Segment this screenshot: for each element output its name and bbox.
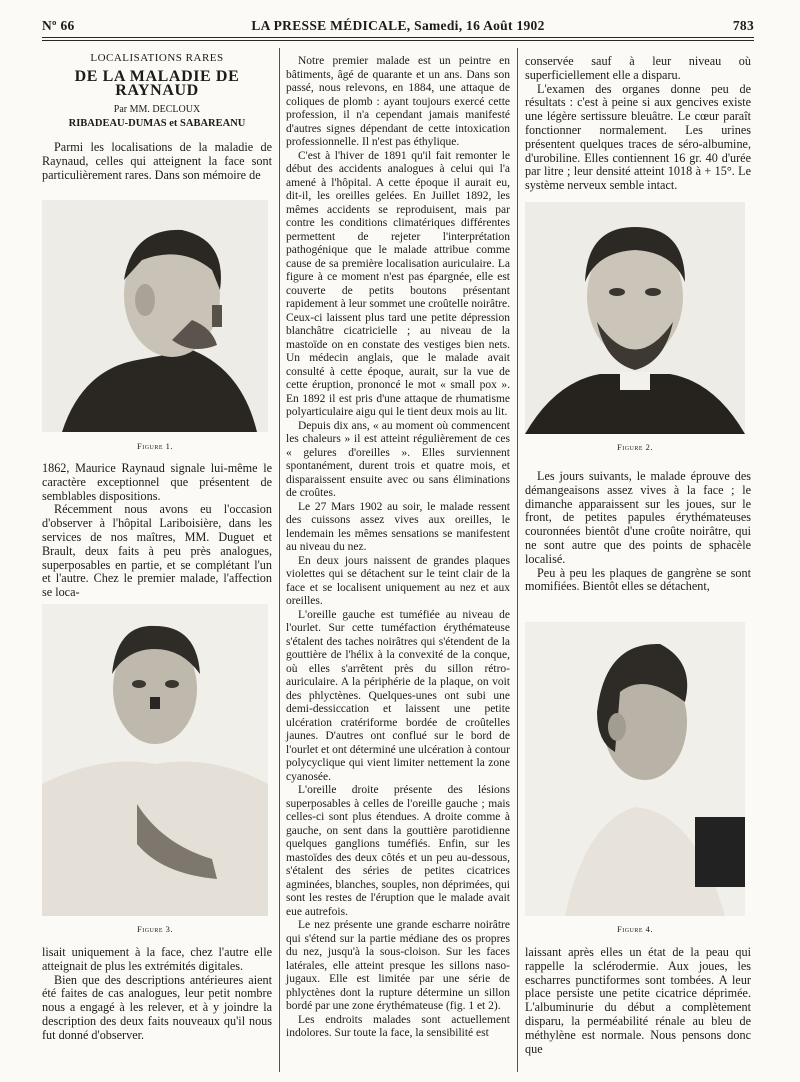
column-3-bottom	[525, 946, 751, 1056]
paragraph: lisait uniquement à la face, chez l'autre elle atteignait de plus les extrémités digitales.	[42, 945, 272, 973]
article-byline: Par MM. DECLOUX	[113, 104, 201, 116]
column-3-top	[525, 55, 751, 193]
paragraph: L'oreille gauche est tuméfiée au niveau de l'ourlet. Sur cette tuméfaction érythémateuse s'étalent des taches noirâtres qui s'étendent de la gouttière de l'hélix à la convexité de la conque, où elles s'arrêtent près du sillon rétro-auriculaire. A la périphérie de la plaque, on voit des phlyctènes. Quelques-unes ont subi une demi-dessiccation et laissent une petite ulcération cratériforme bordée de croûtelles jaunes. D'autres ont conflué sur le bord de l'ourlet et ont déterminé une ulcération à contour polycyclique qui vient limiter nettement la zone cyanosée.	[286, 608, 511, 783]
paragraph: Récemment nous avons eu l'occasion d'observer à l'hôpital Lariboisière, dans les services de nos maîtres, MM. Duguet et Brault, deux faits à peu près analogues, superposables en partie, et se complétant l'un et l'autre. Chez le premier malade, l'affection se loca-	[42, 502, 272, 600]
column-divider-2	[517, 48, 518, 1072]
issue-number: Nº 66	[42, 18, 75, 33]
page-header	[42, 16, 754, 38]
paragraph: Les endroits malades sont actuellement indolores. Sur toute la face, la sensibilité est	[286, 1013, 510, 1039]
article-heading	[42, 52, 272, 182]
paragraph: L'examen des organes donne peu de résultats : c'est à peine si aux gencives existe une légère sertissure bleuâtre. Le cœur paraît fonctionner normalement. Les urines présentent quelques traces de séro-albumine, d'urobiline. Elles contiennent 16 gr. 40 d'urée par litre ; leur densité atteint 1018 à + 15°. Le système nerveux semble intact.	[525, 81, 751, 193]
paragraph: Le 27 Mars 1902 au soir, le malade ressent des cuissons assez vives aux oreilles, le lendemain les mêmes sensations se manifestent au niveau du nez.	[286, 500, 510, 553]
journal-name: LA PRESSE MÉDICALE,	[251, 18, 411, 33]
article-authors: RIBADEAU-DUMAS et SABAREANU	[68, 118, 246, 130]
figure-3-photo	[42, 604, 268, 916]
column-1-middle	[42, 462, 272, 600]
paragraph: Les jours suivants, le malade éprouve des démangeaisons assez vives à la face ; le dimanche apparaissent sur les joues, sur le front, de petites papules érythémateuses couronnées bientôt d'une croûte noirâtre, qui ne sont autre que des points de sphacèle localisé.	[525, 469, 751, 566]
article-kicker: LOCALISATIONS RARES	[90, 52, 224, 64]
paragraph: Le nez présente une grande escharre noirâtre qui s'étend sur la partie médiane des os propres du nez, jusqu'à la sous-cloison. Sur les faces latérales, elle atteint presque les sillons naso-jugaux. Elle est limitée par une série de phlyctènes dont la rupture détermine un sillon bordé par une zone érythémateuse (fig. 1 et 2).	[286, 919, 510, 1012]
figure-1-caption: Figure 1.	[136, 441, 174, 451]
figure-2-photo	[525, 202, 745, 434]
paragraph: Depuis dix ans, « au moment où commencent les chaleurs » il est atteint régulièrement de ces « gelures d'oreilles ». Elles surviennent spontanément, durent trois et quatre mois, et disparaissent ensuite avec ou sans éliminations de croûtes.	[286, 419, 510, 499]
column-2	[286, 55, 510, 1041]
paragraph: Bien que des descriptions antérieures aient été faites de cas analogues, leur petit nombre nous a engagé à les relever, et à y joindre la description des deux faits nouveaux qu'il nous fut donné d'observer.	[42, 972, 272, 1042]
article-title: DE LA MALADIE DE RAYNAUD	[74, 67, 240, 99]
figure-4-photo	[525, 622, 745, 916]
page-number: 783	[732, 18, 754, 33]
paragraph: Peu à peu les plaques de gangrène se sont momifiées. Bientôt elles se détachent,	[525, 565, 751, 594]
paragraph: 1862, Maurice Raynaud signale lui-même le caractère exceptionnel que présentent de semblables dispositions.	[42, 461, 272, 503]
paragraph: En deux jours naissent de grandes plaques violettes qui se détachent sur le teint clair de la face et se localisent uniquement au nez et aux oreilles.	[286, 554, 510, 607]
journal-title	[42, 18, 754, 34]
header-rule-thin	[42, 40, 754, 41]
column-1-bottom	[42, 946, 272, 1043]
figure-1-photo	[42, 200, 268, 432]
paragraph: conservée sauf à leur niveau où superficiellement elle a disparu.	[525, 54, 751, 82]
figure-3-caption: Figure 3.	[136, 924, 174, 934]
paragraph: laissant après elles un état de la peau qui rappelle la sclérodermie. Aux joues, les escharres punctiformes sont tombées. A leur place persiste une petite cicatrice déprimée. L'albuminurie du début a complètement disparu, la perméabilité rénale au bleu de méthylène est normale. Nous pensons donc que	[525, 945, 751, 1056]
paragraph: L'oreille droite présente des lésions superposables à celles de l'oreille gauche ; mais celles-ci sont plus étendues. A droite comme à gauche, on sent dans la gouttière parotidienne quelques ganglions tuméfiés. Enfin, sur les mastoïdes des deux côtés et un peu au-dessous, s'étalent des séries de petites cicatrices agminées, blanches, souples, non déprimées, qui sont les restes de l'éruption que le malade avait eue autrefois.	[286, 784, 510, 918]
header-rule	[42, 37, 754, 38]
paragraph: Notre premier malade est un peintre en bâtiments, âgé de quarante et un ans. Dans son passé, nous relevons, en 1884, une attaque de coliques de plomb : ayant toujours exercé cette profession, il n'a cependant jamais manifesté d'autres signes dépendant de cette intoxication professionnelle. Il n'est pas éthylique.	[286, 55, 510, 148]
figure-4-caption: Figure 4.	[616, 924, 654, 934]
paragraph: Parmi les localisations de la maladie de Raynaud, celles qui atteignent la face sont particulièrement rares. Dans son mémoire de	[42, 139, 272, 182]
paragraph: C'est à l'hiver de 1891 qu'il fait remonter le début des accidents analogues à celui qui l'a amené à l'hôpital. A cette époque il aurait eu, dit-il, les oreilles gelées. En Juillet 1892, les mêmes accidents se reproduisent, mais par contre les conditions climatériques différentes permettent de rejeter l'interprétation pathogénique que le malade attribue comme cause de sa première localisation auriculaire. La figure à ce moment n'est pas épargnée, elle est couverte de petits boutons présentant rapidement à leur sommet une croûtelle noirâtre. Ceux-ci laissent plus tard une petite dépression blanchâtre cicatricielle ; au niveau de la mastoïde on en constate des vestiges bien nets. Un médecin anglais, que le malade avait consulté à cette époque, aurait, sur la vue de cette éruption, prononcé le mot « small pox ». En 1892 il est pris d'une attaque de rhumatisme polyarticulaire aigu qui le tient deux mois au lit.	[286, 149, 510, 418]
figure-2-caption: Figure 2.	[616, 442, 654, 452]
column-divider-1	[279, 48, 280, 1072]
column-3-middle	[525, 470, 751, 594]
journal-date: Samedi, 16 Août 1902	[410, 18, 545, 33]
